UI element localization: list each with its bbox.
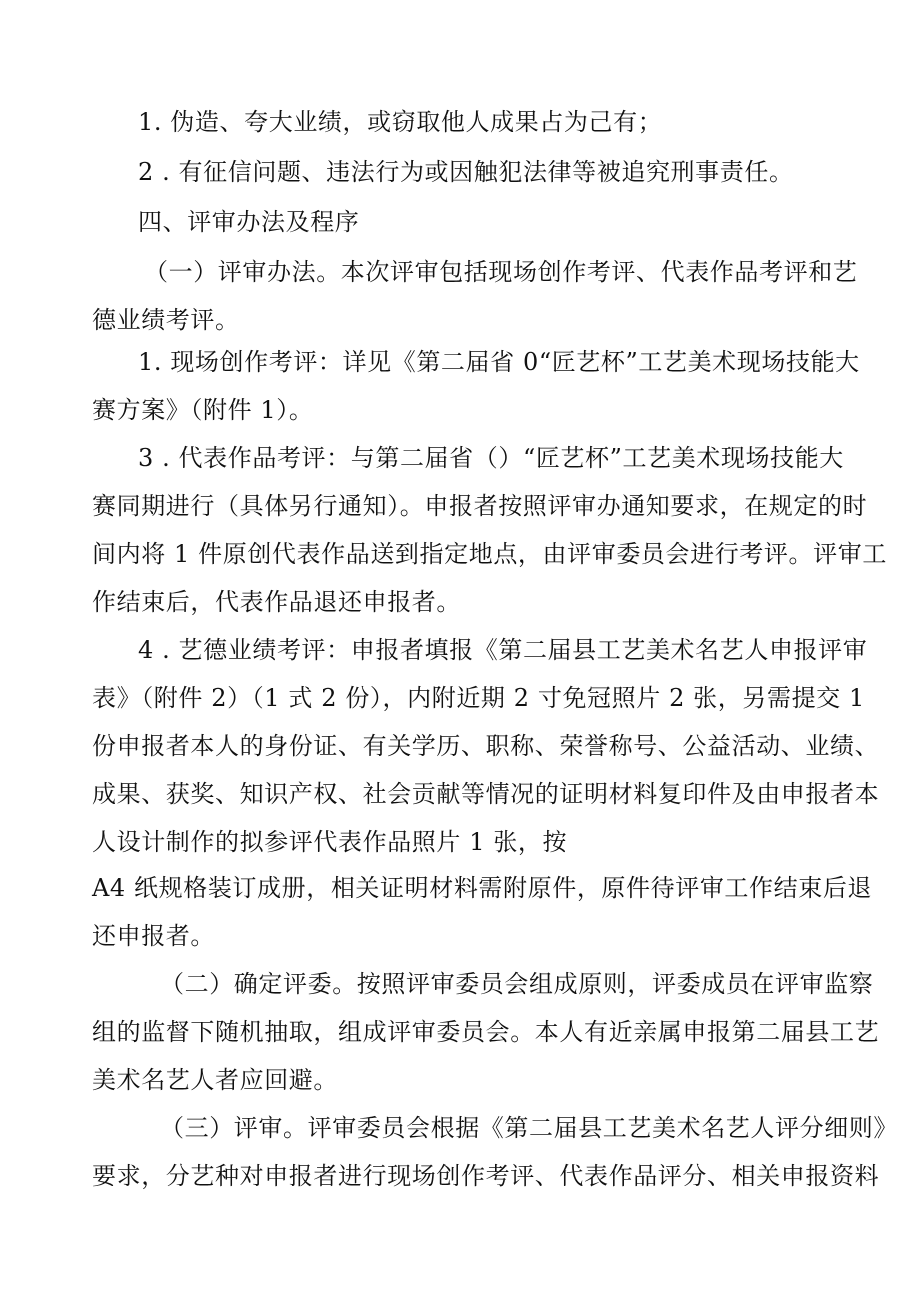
text-line: 要求，分艺种对申报者进行现场创作考评、代表作品评分、相关申报资料	[92, 1162, 880, 1190]
text-line: 美术名艺人者应回避。	[92, 1066, 338, 1094]
text-line: 4 . 艺德业绩考评：申报者填报《第二届县工艺美术名艺人申报评审	[138, 636, 868, 664]
text-line: 3 . 代表作品考评：与第二届省（）“匠艺杯”工艺美术现场技能大	[138, 444, 844, 472]
text-line: 作结束后，代表作品退还申报者。	[92, 588, 461, 616]
text-line: 赛同期进行（具体另行通知）。申报者按照评审办通知要求，在规定的时	[92, 492, 868, 520]
text-line: 组的监督下随机抽取，组成评审委员会。本人有近亲属申报第二届县工艺	[92, 1018, 880, 1046]
text-line: （二）确定评委。按照评审委员会组成原则，评委成员在评审监察	[160, 970, 874, 998]
text-line: 德业绩考评。	[92, 306, 240, 334]
text-line: 2 . 有征信问题、违法行为或因触犯法律等被追究刑事责任。	[138, 158, 794, 186]
text-line: （一）评审办法。本次评审包括现场创作考评、代表作品考评和艺	[144, 258, 858, 286]
text-line: 表》（附件 2）（1 式 2 份），内附近期 2 寸免冠照片 2 张，另需提交 1	[92, 684, 865, 712]
text-line: （三）评审。评审委员会根据《第二届县工艺美术名艺人评分细则》	[160, 1114, 898, 1142]
text-line: 还申报者。	[92, 922, 215, 950]
text-line: 赛方案》（附件 1）。	[92, 396, 314, 424]
text-line: 1. 伪造、夸大业绩，或窃取他人成果占为己有；	[138, 108, 663, 136]
text-line: 份申报者本人的身份证、有关学历、职称、荣誉称号、公益活动、业绩、	[92, 732, 880, 760]
text-line: 人设计制作的拟参评代表作品照片 1 张，按	[92, 828, 568, 856]
text-line: A4 纸规格装订成册，相关证明材料需附原件，原件待评审工作结束后退	[92, 874, 873, 902]
section-heading: 四、评审办法及程序	[138, 208, 360, 236]
text-line: 间内将 1 件原创代表作品送到指定地点，由评审委员会进行考评。评审工	[92, 540, 887, 568]
text-line: 成果、获奖、知识产权、社会贡献等情况的证明材料复印件及由申报者本	[92, 780, 880, 808]
text-line: 1. 现场创作考评：详见《第二届省 0“匠艺杯”工艺美术现场技能大	[138, 348, 860, 376]
